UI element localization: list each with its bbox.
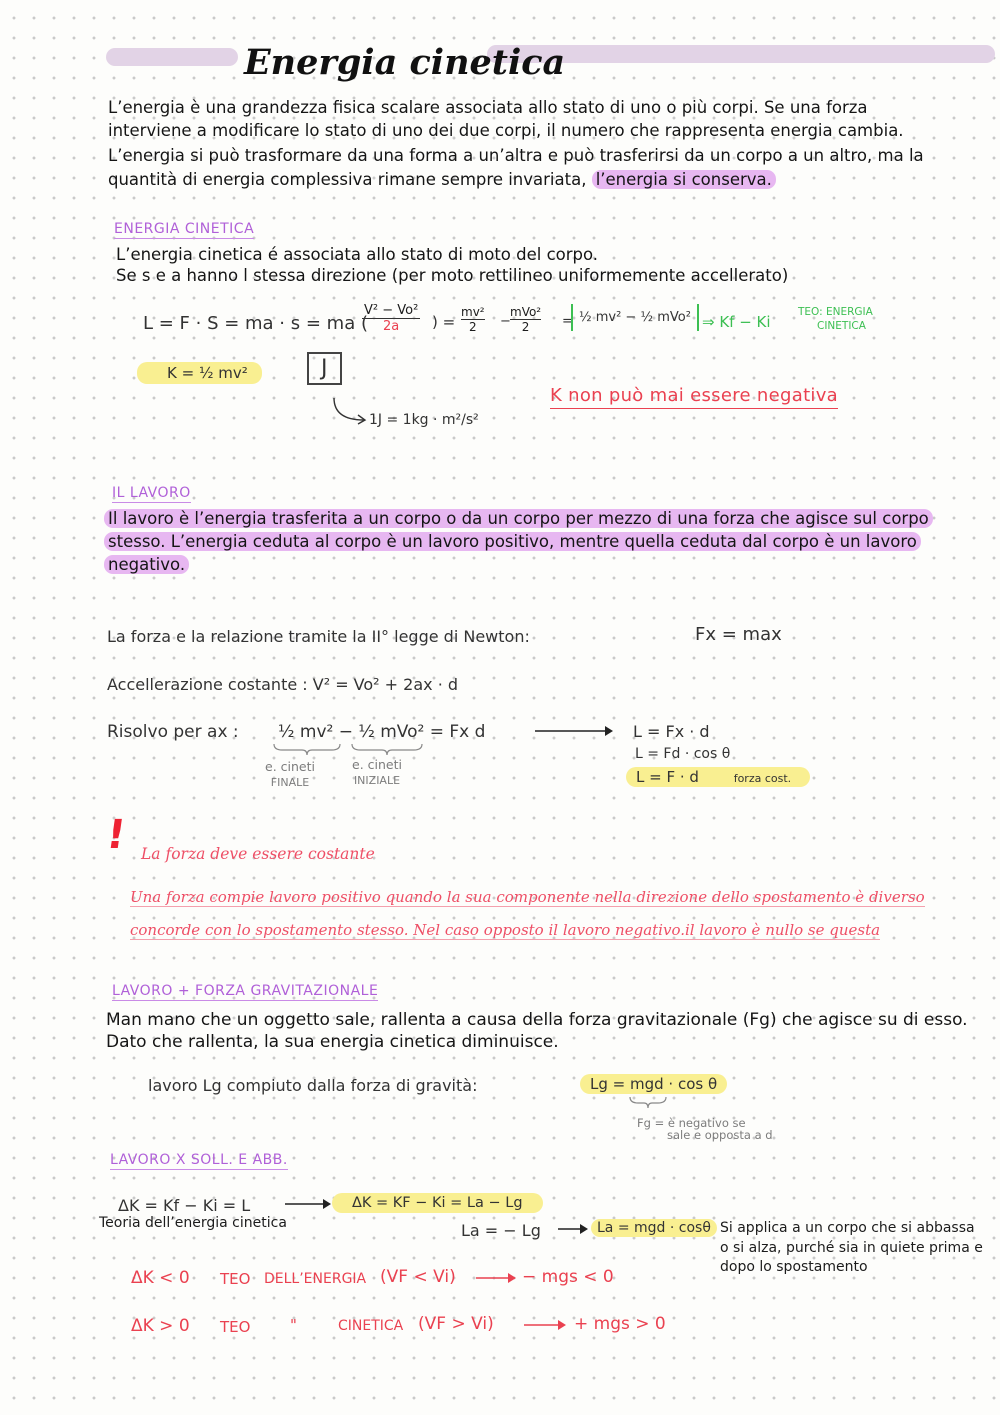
result-formula-1: L = Fx · d — [633, 722, 710, 741]
row2-dk: ΔK > 0 — [131, 1316, 190, 1336]
lavoro-line-1 — [104, 507, 933, 531]
brace-final-label — [265, 759, 315, 791]
lavoro-line-1-text: Il lavoro è l’energia trasferita a un corpo o da un corpo per mezzo di una forza che agisce sul corpo — [104, 509, 933, 528]
risolvo-label: Risolvo per ax : — [107, 722, 239, 742]
intro-line-2: interviene a modificare lo stato di uno dei due corpi, il numero che rappresenta energia cambia. — [108, 121, 904, 140]
row1-text: DELL’ENERGIA — [264, 1271, 367, 1287]
fraction-mv-num: mv² — [461, 305, 485, 319]
row2-text: CINETICA — [338, 1318, 404, 1334]
note-line-1: La forza deve essere costante — [141, 845, 375, 863]
la-formula: La = − Lg — [461, 1221, 541, 1240]
brace-initial-l2: INIZIALE — [353, 774, 401, 787]
row1-dk: ΔK < 0 — [131, 1268, 190, 1288]
brace-final — [272, 742, 342, 756]
brace-final-l2: FINALE — [270, 776, 310, 789]
intro-line-4 — [108, 168, 776, 192]
derivation-minus: − — [500, 314, 511, 329]
row2-teo: TEO — [220, 1318, 251, 1336]
lg-brace — [628, 1095, 668, 1109]
derivation-start: L = F · S = ma · s = ma ( — [143, 313, 368, 334]
fraction-mv — [461, 305, 485, 334]
row1-condition: (VF < Vi) — [380, 1267, 456, 1287]
grav-line-2: Dato che rallenta, la sua energia cinetica diminuisce. — [106, 1032, 559, 1052]
lg-note-line-2: sale e opposta a d — [667, 1128, 773, 1142]
grav-line-1: Man mano che un oggetto sale, rallenta a causa della forza gravitazionale (Fg) che agisce su di esso. — [106, 1010, 968, 1030]
note-line-2: Una forza compie lavoro positivo quando la sua componente nella direzione dello spostamento è diverso — [130, 888, 925, 906]
result-formula-3-text: L = F · d — [636, 768, 699, 786]
side-note-line-1: Si applica a un corpo che si abbassa — [720, 1220, 975, 1236]
fraction-v-num: V² − Vo² — [364, 303, 419, 318]
result-formula-2: L = Fd · cos θ — [635, 746, 731, 762]
lg-note-line-1: Fg = è negativo se — [637, 1116, 746, 1130]
ec-line-2: Se s e a hanno l stessa direzione (per moto rettilineo uniformemente accellerato) — [116, 266, 789, 285]
derivation-mid: ) = — [432, 313, 456, 331]
brace-initial — [350, 742, 425, 756]
derivation-equals: = — [562, 314, 573, 329]
exclamation-icon: ! — [103, 812, 129, 858]
note-line-3: concorde con lo spostamento stesso. Nel caso opposto il lavoro negativo.il lavoro è nullo se questa — [130, 921, 881, 939]
side-note-line-2: o si alza, purché sia in quiete prima e — [720, 1240, 983, 1256]
row2-ditto: " — [290, 1316, 297, 1334]
derivation-result: ⇒ Kf − Ki — [702, 313, 771, 331]
row2-arrow — [524, 1318, 570, 1332]
la-arrow — [558, 1222, 592, 1236]
row1-teo: TEO — [220, 1270, 251, 1288]
intro-line-3: L’energia si può trasformare da una forma a un’altra e può trasferirsi da un corpo a un altro, ma la — [108, 146, 924, 165]
row1-result: − mgs < 0 — [522, 1267, 614, 1287]
fraction-mvo-num: mVo² — [510, 305, 542, 319]
fraction-mv-den: 2 — [468, 320, 477, 334]
brace-final-l1: e. cineti — [265, 759, 315, 774]
brace-initial-label — [352, 757, 402, 789]
teo-note-line-1: TEO: ENERGIA — [798, 306, 873, 318]
newton-relation-label: La forza e la relazione tramite la II° legge di Newton: — [107, 627, 530, 646]
result-arrow — [535, 724, 617, 738]
unit-bracket: J — [307, 352, 342, 385]
dk-arrow — [285, 1197, 335, 1211]
title-bar-left — [106, 48, 238, 66]
risolvo-formula: ½ mv² − ½ mVo² = Fx d — [278, 722, 486, 742]
page-title: Energia cinetica — [244, 42, 566, 83]
brace-initial-l1: e. cineti — [352, 757, 402, 772]
intro-line-4-text: quantità di energia complessiva rimane sempre invariata, — [108, 170, 587, 189]
section-heading-lavoro: IL LAVORO — [112, 485, 191, 501]
side-note-line-3: dopo lo spostamento — [720, 1259, 868, 1275]
dk-formula: ΔK = Kf − Ki = L — [118, 1196, 251, 1215]
fraction-v-den: 2a — [383, 319, 400, 334]
unit-definition: 1J = 1kg · m²/s² — [369, 412, 479, 428]
section-heading-soll: LAVORO X SOLL. E ABB. — [110, 1152, 288, 1168]
row2-result: + mgs > 0 — [574, 1314, 666, 1334]
derivation-bracket: ½ mv² − ½ mVo² — [571, 304, 699, 331]
fraction-mvo-den: 2 — [521, 320, 530, 334]
newton-relation-formula: Fx = max — [695, 624, 782, 645]
lavoro-line-2-text: stesso. L’energia ceduta al corpo è un lavoro positivo, mentre quella ceduta dal corpo è un lavoro — [104, 532, 921, 551]
ec-line-1: L’energia cinetica é associata allo stato di moto del corpo. — [116, 245, 599, 264]
lavoro-line-2 — [104, 530, 921, 554]
dk-highlight: ΔK = KF − Ki = La − Lg — [332, 1193, 543, 1213]
grav-lavoro-label: lavoro Lg compiuto dalla forza di gravità: — [148, 1076, 478, 1095]
result-formula-3 — [626, 767, 810, 787]
intro-highlight: l’energia si conserva. — [592, 170, 776, 189]
fraction-mvo — [510, 305, 541, 334]
acceleration-formula: Accellerazione costante : V² = Vo² + 2ax · d — [107, 675, 459, 694]
unit-arrow — [330, 396, 370, 426]
intro-line-1: L’energia è una grandezza fisica scalare associata allo stato di uno o più corpi. Se una forza — [108, 98, 868, 117]
dk-caption: Teoria dell’energia cinetica — [99, 1215, 287, 1231]
teo-note-line-2: CINETICA — [817, 320, 866, 332]
result-formula-3-note: forza cost. — [733, 772, 792, 785]
row2-condition: (VF > Vi) — [418, 1314, 494, 1334]
k-warning: K non può mai essere negativa — [550, 385, 838, 409]
section-heading-gravitazionale: LAVORO + FORZA GRAVITAZIONALE — [112, 983, 379, 999]
la-highlight: La = mgd · cosθ — [591, 1219, 717, 1237]
section-heading-energia-cinetica: ENERGIA CINETICA — [114, 221, 255, 237]
fraction-v — [362, 303, 420, 334]
lavoro-line-3 — [104, 553, 189, 577]
k-formula: K = ½ mv² — [137, 362, 262, 384]
lavoro-line-3-text: negativo. — [104, 555, 189, 574]
row1-arrow — [476, 1271, 520, 1285]
lg-formula: Lg = mgd · cos θ — [580, 1074, 727, 1094]
